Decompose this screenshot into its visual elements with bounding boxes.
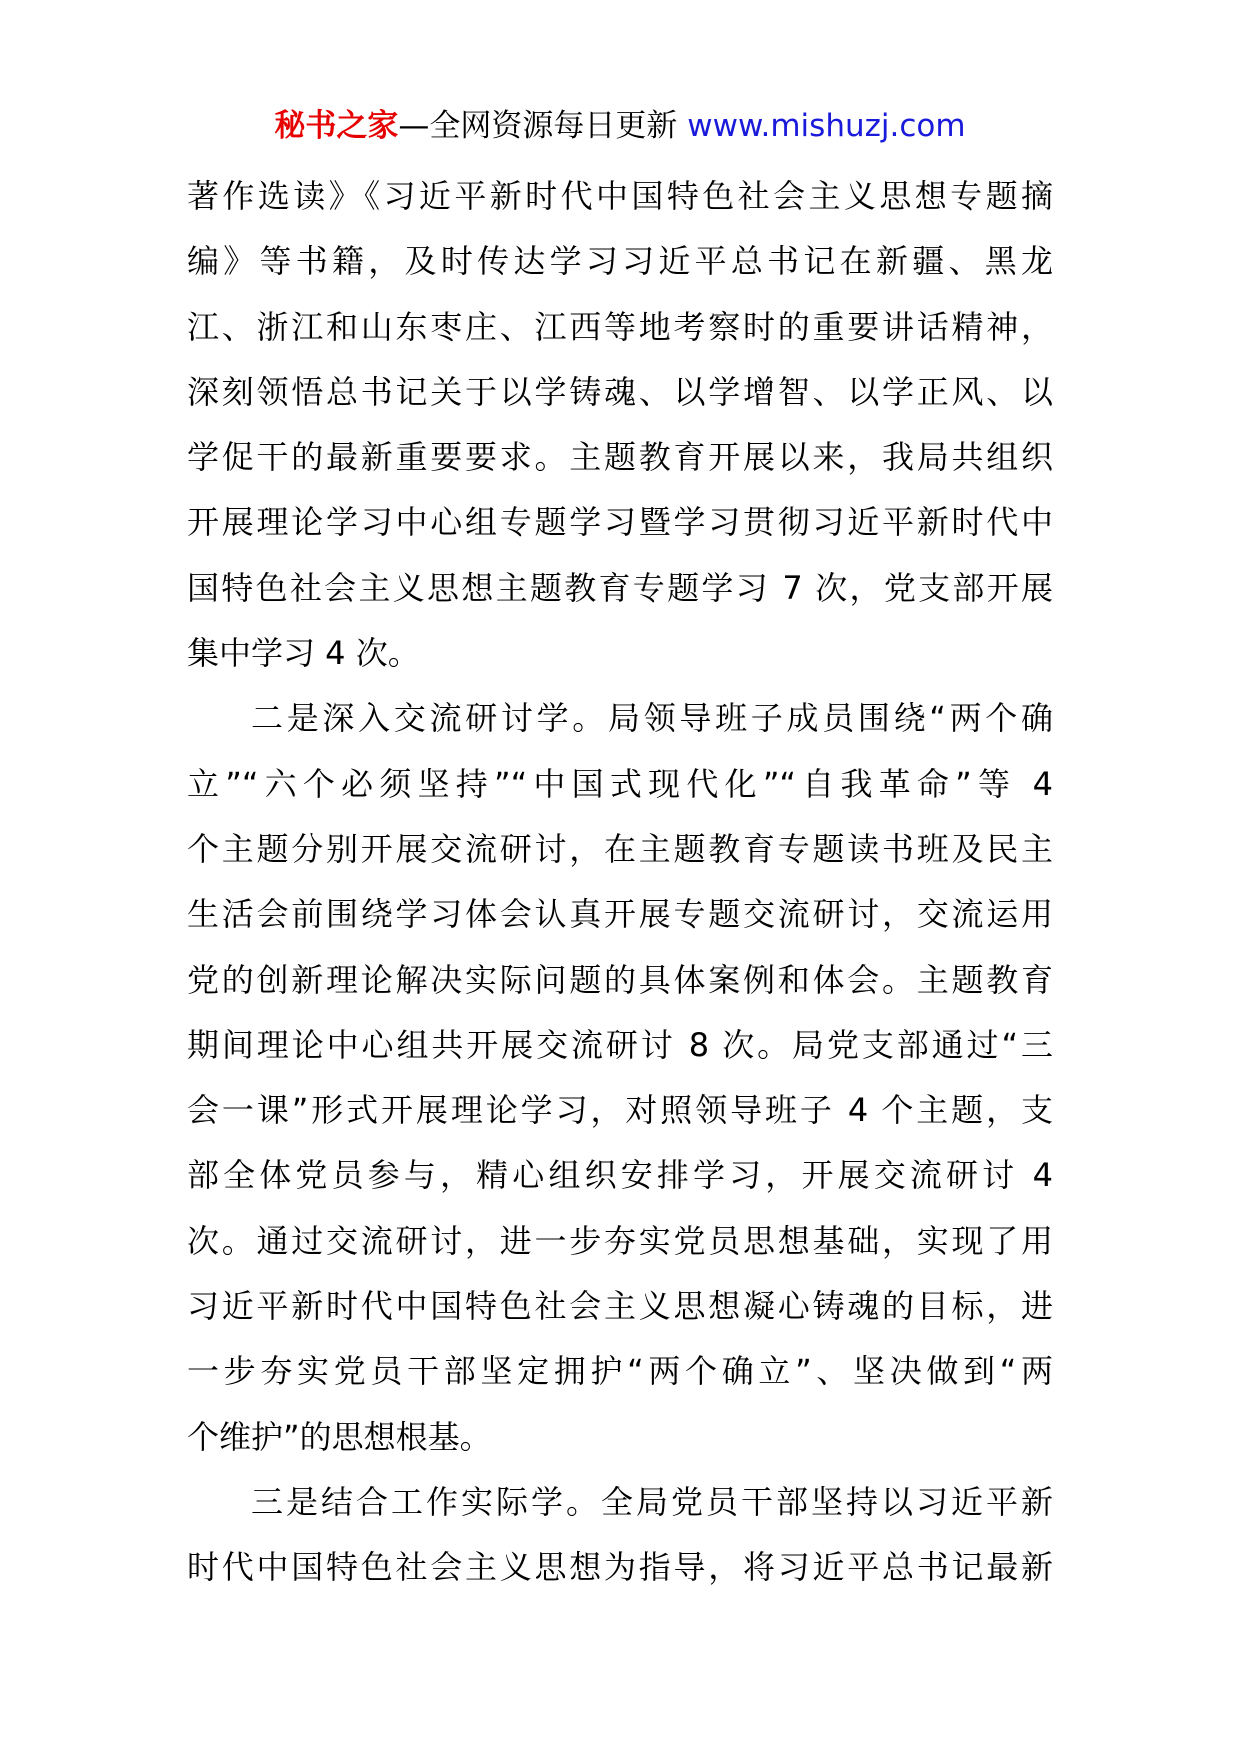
text-line: 期间理论中心组共开展交流研讨 8 次。局党支部通过“三	[187, 1025, 1053, 1064]
site-tagline: —全网资源每日更新	[398, 108, 678, 144]
text-line: 次。通过交流研讨，进一步夯实党员思想基础，实现了用	[187, 1221, 1053, 1260]
text-line: 集中学习 4 次。	[187, 634, 420, 673]
text-line: 生活会前围绕学习体会认真开展专题交流研讨，交流运用	[187, 895, 1053, 934]
document-body	[187, 164, 1053, 1601]
text-line: 深刻领悟总书记关于以学铸魂、以学增智、以学正风、以	[187, 372, 1053, 411]
text-line: 习近平新时代中国特色社会主义思想凝心铸魂的目标，进	[187, 1287, 1053, 1326]
text-line: 学促干的最新重要要求。主题教育开展以来，我局共组织	[187, 438, 1053, 477]
page-header	[0, 104, 1240, 148]
site-brand: 秘书之家	[274, 108, 399, 144]
text-line: 时代中国特色社会主义思想为指导，将习近平总书记最新	[187, 1548, 1053, 1587]
site-url-link[interactable]: www.mishuzj.com	[687, 108, 966, 144]
text-line: 江、浙江和山东枣庄、江西等地考察时的重要讲话精神，	[187, 307, 1053, 346]
text-line: 个维护”的思想根基。	[187, 1417, 492, 1456]
text-line: 开展理论学习中心组专题学习暨学习贯彻习近平新时代中	[187, 503, 1053, 542]
text-line: 会一课”形式开展理论学习，对照领导班子 4 个主题，支	[187, 1091, 1053, 1130]
text-line: 三是结合工作实际学。全局党员干部坚持以习近平新	[251, 1482, 1053, 1521]
text-line: 著作选读》《习近平新时代中国特色社会主义思想专题摘	[187, 177, 1053, 215]
text-line: 个主题分别开展交流研讨，在主题教育专题读书班及民主	[187, 829, 1053, 868]
text-line: 编》等书籍，及时传达学习习近平总书记在新疆、黑龙	[187, 242, 1053, 281]
text-line: 党的创新理论解决实际问题的具体案例和体会。主题教育	[187, 960, 1053, 999]
text-line: 一步夯实党员干部坚定拥护“两个确立”、坚决做到“两	[187, 1352, 1053, 1391]
text-line: 二是深入交流研讨学。局领导班子成员围绕“两个确	[251, 699, 1053, 738]
text-line: 立”“六个必须坚持”“中国式现代化”“自我革命”等 4	[187, 764, 1053, 803]
text-line: 部全体党员参与，精心组织安排学习，开展交流研讨 4	[187, 1156, 1053, 1195]
text-line: 国特色社会主义思想主题教育专题学习 7 次，党支部开展	[187, 568, 1053, 607]
